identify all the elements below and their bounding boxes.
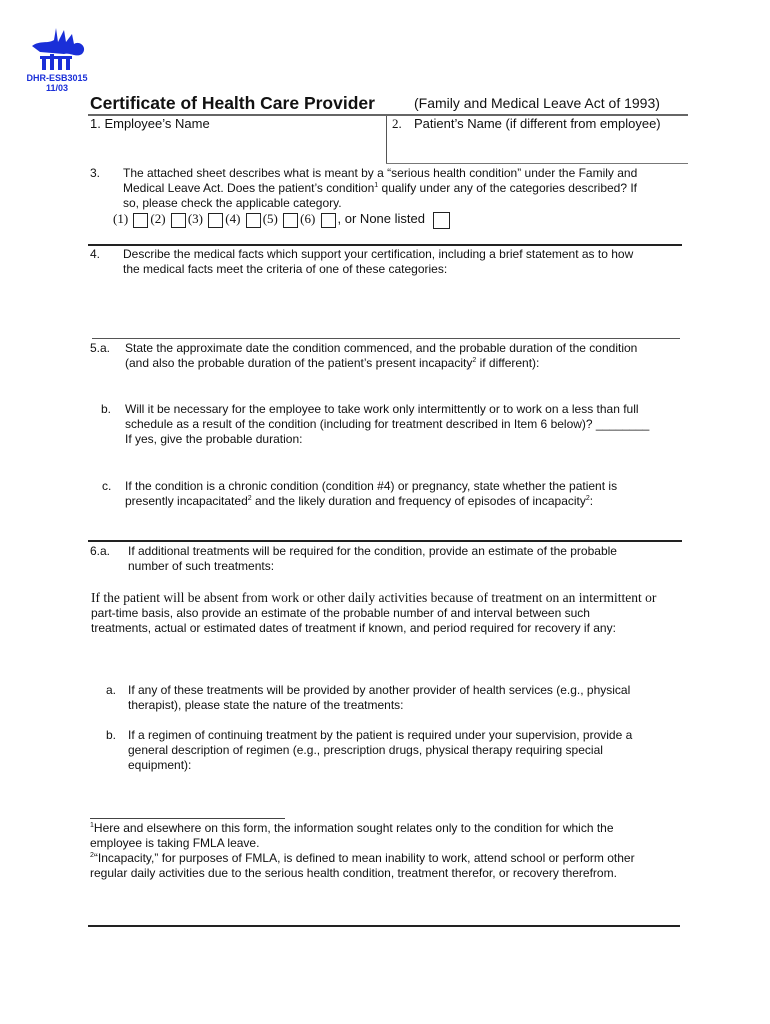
category-checkboxes — [113, 210, 452, 229]
q5c-text: : — [589, 494, 594, 508]
q4-text: the medical facts meet the criteria of one of these categories: — [123, 262, 448, 276]
divider — [88, 925, 680, 927]
divider — [386, 163, 688, 164]
footnote-ref: 1 — [90, 822, 94, 829]
patient-name-label: Patient’s Name (if different from employee) — [414, 116, 661, 131]
q5a-text: (and also the probable duration of the patient’s present incapacity — [125, 356, 473, 370]
q3-text: qualify under any of the categories described? If — [378, 181, 638, 195]
item-number: a. — [106, 683, 117, 697]
footnote-ref: 2 — [472, 357, 477, 364]
item-number: c. — [102, 479, 112, 493]
footnote-text: Here and elsewhere on this form, the information sought relates only to the condition for which the — [93, 821, 614, 835]
q5b-text: Will it be necessary for the employee to take work only intermittently or to work on a less than full — [125, 402, 639, 416]
category-2-checkbox[interactable] — [171, 213, 186, 228]
category-4-checkbox[interactable] — [246, 213, 261, 228]
q3-text: so, please check the applicable category. — [123, 196, 342, 210]
option-label: (1) — [113, 211, 129, 226]
option-label: (4) — [225, 211, 241, 226]
option-label: (5) — [262, 211, 278, 226]
footnote-ref: 2 — [247, 495, 252, 502]
q5c-text: presently incapacitated — [125, 494, 248, 508]
divider — [88, 540, 682, 542]
divider — [88, 244, 682, 246]
option-label: (6) — [300, 211, 316, 226]
q5a-text: if different): — [476, 356, 540, 370]
q6a-text: number of such treatments: — [128, 559, 275, 573]
form-date: 11/03 — [45, 83, 69, 93]
footnote-ref: 1 — [374, 182, 379, 189]
item-number: 5.a. — [90, 341, 111, 355]
q6-a-text: If any of these treatments will be provided by another provider of health services (e.g., physical — [128, 683, 631, 697]
footnote-1 — [90, 821, 614, 836]
q5c-text — [125, 494, 593, 509]
q3-text — [123, 181, 637, 196]
category-6-checkbox[interactable] — [321, 213, 336, 228]
q3-text: Medical Leave Act. Does the patient’s condition — [123, 181, 375, 195]
q5b-text: schedule as a result of the condition (including for treatment described in Item 6 below)? ________ — [125, 417, 650, 431]
q5c-text: and the likely duration and frequency of episodes of incapacity — [251, 494, 586, 508]
footnote-2 — [90, 851, 635, 866]
item-number: 3. — [90, 166, 101, 180]
dhs-logo — [30, 26, 90, 74]
option-label: , or None listed — [337, 211, 425, 226]
q6-paragraph: treatments, actual or estimated dates of treatment if known, and period required for recovery if any: — [91, 621, 616, 635]
q6-paragraph: If the patient will be absent from work or other daily activities because of treatment on an intermittent or — [91, 590, 657, 605]
item-number: b. — [106, 728, 117, 742]
page-title: Certificate of Health Care Provider — [90, 93, 375, 113]
q6-paragraph: part-time basis, also provide an estimate of the probable number of and interval between such — [91, 606, 590, 620]
act-subtitle: (Family and Medical Leave Act of 1993) — [414, 95, 660, 111]
form-id: DHR-ESB3015 — [26, 73, 88, 83]
option-label: (2) — [150, 211, 166, 226]
q3-text: The attached sheet describes what is meant by a “serious health condition” under the Family and — [123, 166, 638, 180]
q6-b-text: equipment): — [128, 758, 192, 772]
q6a-text: If additional treatments will be required for the condition, provide an estimate of the probable — [128, 544, 617, 558]
footnote-ref: 2 — [90, 852, 94, 859]
q6-b-text: general description of regimen (e.g., prescription drugs, physical therapy requiring special — [128, 743, 603, 757]
q5b-text: If yes, give the probable duration: — [125, 432, 303, 446]
category-5-checkbox[interactable] — [283, 213, 298, 228]
q5a-text: State the approximate date the condition commenced, and the probable duration of the condition — [125, 341, 638, 355]
q5a-text — [125, 356, 539, 371]
footnote-text: “Incapacity,” for purposes of FMLA, is defined to mean inability to work, attend school or perform other — [93, 851, 635, 865]
q6-a-text: therapist), please state the nature of the treatments: — [128, 698, 404, 712]
footnote-text: employee is taking FMLA leave. — [90, 836, 260, 850]
q4-text: Describe the medical facts which support your certification, including a brief statement as to how — [123, 247, 634, 261]
footnote-ref: 2 — [585, 495, 590, 502]
q6-b-text: If a regimen of continuing treatment by the patient is required under your supervision, provide a — [128, 728, 633, 742]
category-3-checkbox[interactable] — [208, 213, 223, 228]
divider — [92, 338, 680, 339]
footnote-text: regular daily activities due to the serious health condition, treatment therefor, or recovery therefrom. — [90, 866, 617, 880]
item-number: 6.a. — [90, 544, 111, 558]
category-1-checkbox[interactable] — [133, 213, 148, 228]
item-number: b. — [101, 402, 112, 416]
employee-name-label: 1. Employee’s Name — [90, 116, 210, 131]
patient-name-number: 2. — [392, 116, 402, 131]
divider — [386, 116, 387, 164]
none-listed-checkbox[interactable] — [433, 212, 450, 229]
footnote-rule — [90, 818, 285, 819]
item-number: 4. — [90, 247, 101, 261]
option-label: (3) — [187, 211, 204, 226]
q5c-text: If the condition is a chronic condition (condition #4) or pregnancy, state whether the patient is — [125, 479, 618, 493]
